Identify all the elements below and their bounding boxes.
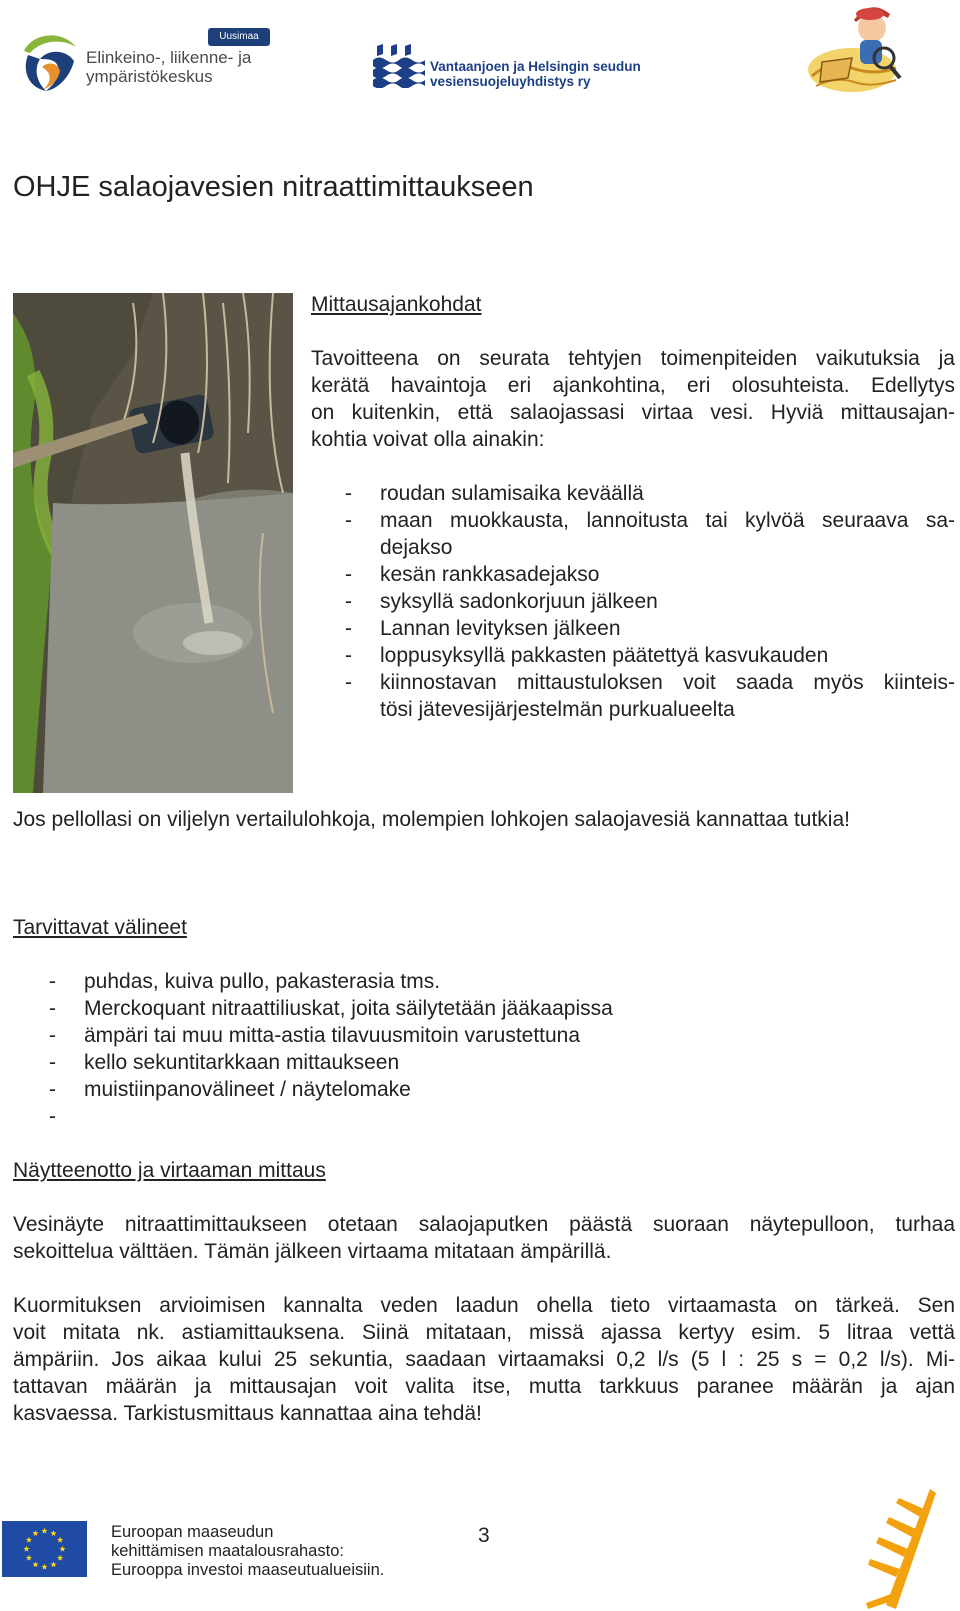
sampling-para-line-2: sekoittelua välttäen. Tämän jälkeen virtaama mitataan ämpärillä. bbox=[13, 1240, 612, 1263]
vhvsy-name-line1: Vantaanjoen ja Helsingin seudun bbox=[430, 59, 641, 74]
flow-para-line-1: Kuormituksen arvioimisen kannalta veden laadun ohella tieto virtaamasta on tärkeä. Sen bbox=[13, 1294, 955, 1317]
eu-flag-icon bbox=[2, 1521, 87, 1577]
ely-name-line2: ympäristökeskus bbox=[86, 67, 213, 86]
flow-para-line-4: tattavan määrän ja mittausajan voit valita itse, mutta tarkkuus paranee määrän ja ajan bbox=[13, 1375, 955, 1398]
eu-line-2: kehittämisen maatalousrahasto: bbox=[111, 1542, 344, 1560]
ely-name bbox=[86, 48, 251, 86]
intro-line-3: on kuitenkin, että salaojassasi virtaa vesi. Hyviä mittausajan- bbox=[311, 401, 955, 424]
eu-funding-text bbox=[111, 1523, 384, 1580]
explorer-mascot-illustration bbox=[802, 0, 914, 98]
intro-line-2: kerätä havaintoja eri ajankohtina, eri olosuhteista. Edellytys bbox=[311, 374, 955, 397]
leader-program-logo bbox=[866, 1485, 936, 1609]
eu-line-3: Eurooppa investoi maaseutualueisiin. bbox=[111, 1561, 385, 1579]
ely-logo bbox=[18, 28, 258, 93]
flow-para-line-5: kasvaessa. Tarkistusmittaus kannattaa aina tehdä! bbox=[13, 1402, 482, 1425]
flow-para-line-3: ämpäriin. Jos aikaa kului 25 sekuntia, saadaan virtaamaksi 0,2 l/s (5 l : 25 s = 0,2 l/s). Mi- bbox=[13, 1348, 955, 1371]
page-number: 3 bbox=[478, 1524, 490, 1547]
ely-emblem-icon bbox=[18, 31, 80, 93]
vhvsy-logo bbox=[373, 44, 673, 89]
section-heading-sampling: Näytteenotto ja virtaaman mittaus bbox=[13, 1159, 326, 1182]
eu-line-1: Euroopan maaseudun bbox=[111, 1523, 274, 1541]
page-title: OHJE salaojavesien nitraattimittaukseen bbox=[13, 171, 534, 203]
ely-name-line1: Elinkeino-, liikenne- ja bbox=[86, 48, 252, 67]
list-item: - maan muokkausta, lannoitusta tai kylvöä seuraava sa- dejakso bbox=[345, 509, 955, 559]
drain-pipe-photo bbox=[13, 293, 293, 793]
intro-line-4: kohtia voivat olla ainakin: bbox=[311, 428, 545, 451]
water-waves-icon bbox=[373, 44, 425, 88]
sampling-para-line-1: Vesinäyte nitraattimittaukseen otetaan salaojaputken päästä suoraan näytepulloon, turhaa bbox=[13, 1213, 955, 1236]
section-heading-measurement-times: Mittausajankohdat bbox=[311, 293, 482, 316]
vhvsy-name bbox=[430, 59, 641, 89]
section-heading-equipment: Tarvittavat välineet bbox=[13, 916, 187, 939]
comparison-note: Jos pellollasi on viljelyn vertailulohkoja, molempien lohkojen salaojavesiä kannattaa tutkia! bbox=[13, 808, 850, 831]
flow-para-line-2: voit mitata nk. astiamittauksena. Siinä mitataan, missä ajassa kertyy esim. 5 litraa vettä bbox=[13, 1321, 955, 1344]
vhvsy-name-line2: vesiensuojeluyhdistys ry bbox=[430, 74, 591, 89]
intro-line-1: Tavoitteena on seurata tehtyjen toimenpiteiden vaikutuksia ja bbox=[311, 347, 955, 370]
list-item: - kiinnostavan mittaustuloksen voit saada myös kiinteis- tösi jätevesijärjestelmän purkualueelta bbox=[345, 671, 955, 721]
ely-region-badge: Uusimaa bbox=[208, 28, 270, 46]
